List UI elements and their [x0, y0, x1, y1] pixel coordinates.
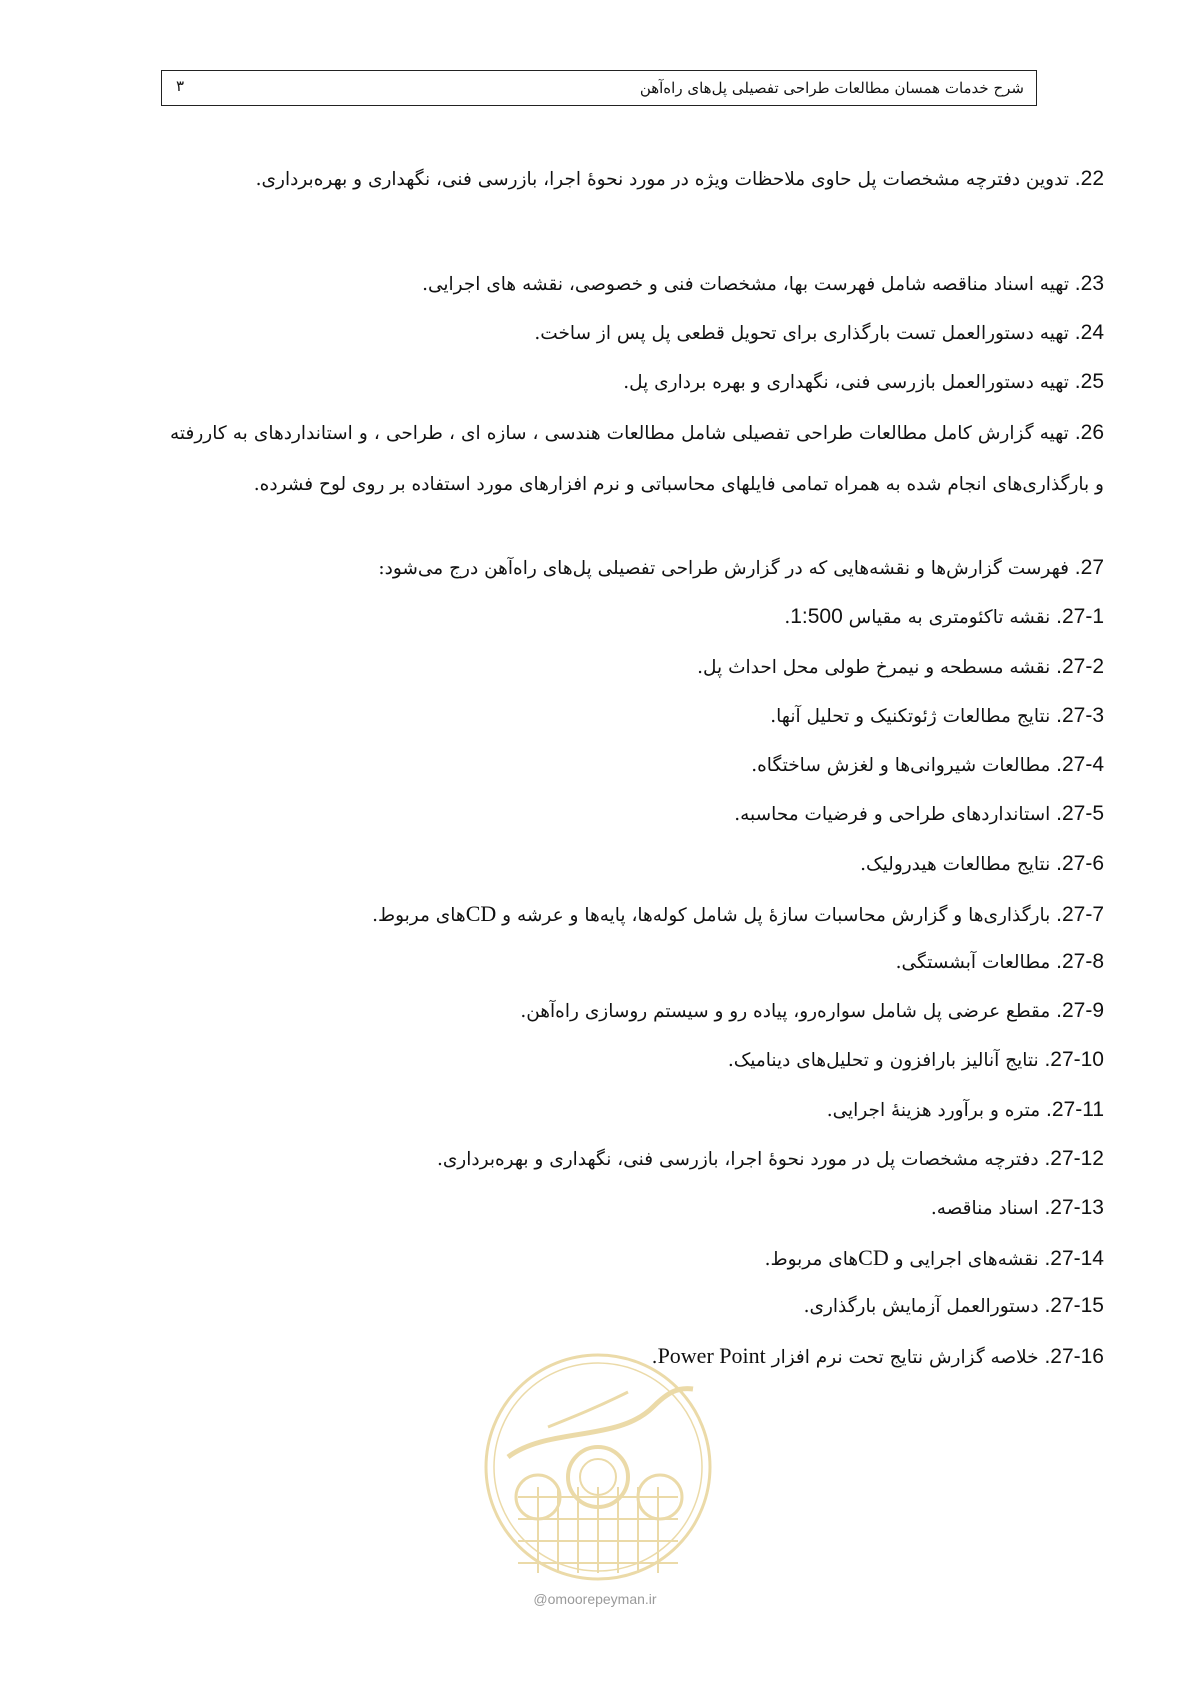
item-number: 22 — [1080, 167, 1104, 190]
item-number: 27-13 — [1050, 1196, 1104, 1219]
item-number: 27-9 — [1061, 999, 1104, 1022]
sub-item-27-14: 27-14. نقشه‌های اجرایی و CDهای مربوط. — [764, 1245, 1104, 1270]
sub-item-27-9: 27-9. مقطع عرضی پل شامل سواره‌رو، پیاده رو و سیستم روسازی راه‌آهن. — [520, 999, 1104, 1022]
item-number: 27-4 — [1061, 753, 1104, 776]
item-text: نتایج آنالیز بارافزون و تحلیل‌های دینامیک. — [727, 1050, 1039, 1071]
item-text: تهیه اسناد مناقصه شامل فهرست بها، مشخصات فنی و خصوصی، نقشه های اجرایی. — [422, 274, 1069, 295]
item-text: مطالعات آبشستگی. — [895, 952, 1051, 973]
item-tail: . — [784, 607, 791, 628]
item-text: اسناد مناقصه. — [930, 1198, 1039, 1219]
sub-item-27-3: 27-3. نتایج مطالعات ژئوتکنیک و تحلیل آنها. — [770, 704, 1104, 727]
item-text: استانداردهای طراحی و فرضیات محاسبه. — [734, 804, 1051, 825]
watermark-logo — [478, 1347, 718, 1587]
item-number: 27-11 — [1051, 1098, 1104, 1121]
item-number: 27-8 — [1061, 950, 1104, 973]
sub-item-27-16: 27-16. خلاصه گزارش نتایج تحت نرم افزار Power Point. — [651, 1343, 1104, 1368]
item-text: مطالعات شیروانی‌ها و لغزش ساختگاه. — [751, 755, 1051, 776]
item-number: 24 — [1080, 321, 1104, 344]
item-tail: . — [651, 1347, 658, 1368]
sub-item-27-13: 27-13. اسناد مناقصه. — [930, 1196, 1104, 1219]
list-item-27: 27. فهرست گزارش‌ها و نقشه‌هایی که در گزارش طراحی تفصیلی پل‌های راه‌آهن درج می‌شود: — [378, 556, 1104, 579]
item-number: 26 — [1080, 421, 1105, 444]
item-number: 27-15 — [1050, 1294, 1104, 1317]
list-item-25: 25. تهیه دستورالعمل بازرسی فنی، نگهداری و بهره برداری پل. — [623, 370, 1104, 393]
item-text: نتایج مطالعات ژئوتکنیک و تحلیل آنها. — [770, 706, 1051, 727]
item-text: تهیه دستورالعمل بازرسی فنی، نگهداری و بهره برداری پل. — [623, 372, 1069, 393]
item-text: خلاصه گزارش نتایج تحت نرم افزار — [771, 1347, 1039, 1368]
item-number: 27-3 — [1061, 704, 1104, 727]
item-text: تدوین دفترچه مشخصات پل حاوی ملاحظات ویژه در مورد نحوهٔ اجرا، بازرسی فنی، نگهداری و بهره‌برداری. — [255, 169, 1069, 190]
item-number: 27-2 — [1061, 655, 1104, 678]
sub-item-27-15: 27-15. دستورالعمل آزمایش بارگذاری. — [803, 1294, 1104, 1317]
item-text: متره و برآورد هزینهٔ اجرایی. — [826, 1100, 1041, 1121]
item-text: تهیه دستورالعمل تست بارگذاری برای تحویل قطعی پل پس از ساخت. — [534, 323, 1069, 344]
item-number: 25 — [1080, 370, 1104, 393]
item-text: فهرست گزارش‌ها و نقشه‌هایی که در گزارش طراحی تفصیلی پل‌های راه‌آهن درج می‌شود: — [378, 558, 1069, 579]
item-text: بارگذاری‌ها و گزارش محاسبات سازهٔ پل شامل کوله‌ها، پایه‌ها و عرشه و — [502, 905, 1051, 926]
item-text: نقشه مسطحه و نیمرخ طولی محل احداث پل. — [697, 657, 1051, 678]
item-number: 27-14 — [1050, 1247, 1104, 1270]
item-number: 27-6 — [1061, 852, 1104, 875]
document-title: شرح خدمات همسان مطالعات طراحی تفصیلی پل‌های راه‌آهن — [639, 79, 1024, 97]
sub-item-27-10: 27-10. نتایج آنالیز بارافزون و تحلیل‌های دینامیک. — [727, 1048, 1104, 1071]
item-number: 27-5 — [1061, 802, 1104, 825]
item-number: 27-10 — [1050, 1048, 1104, 1071]
item-cd: CD — [858, 1245, 889, 1270]
item-software: Power Point — [657, 1343, 766, 1368]
watermark-url: @omoorepeyman.ir — [533, 1591, 657, 1607]
sub-item-27-11: 27-11. متره و برآورد هزینهٔ اجرایی. — [826, 1098, 1104, 1121]
sub-item-27-6: 27-6. نتایج مطالعات هیدرولیک. — [860, 852, 1104, 875]
sub-item-27-7: 27-7. بارگذاری‌ها و گزارش محاسبات سازهٔ پل شامل کوله‌ها، پایه‌ها و عرشه و CDهای مربوط. — [372, 901, 1104, 926]
item-number: 27 — [1080, 556, 1104, 579]
page-header — [161, 70, 1037, 106]
list-item-22: 22. تدوین دفترچه مشخصات پل حاوی ملاحظات ویژه در مورد نحوهٔ اجرا، بازرسی فنی، نگهداری و بهره‌برداری. — [170, 153, 1104, 205]
sub-item-27-4: 27-4. مطالعات شیروانی‌ها و لغزش ساختگاه. — [751, 753, 1104, 776]
sub-item-27-2: 27-2. نقشه مسطحه و نیمرخ طولی محل احداث پل. — [697, 655, 1104, 678]
item-number: 27-7 — [1061, 903, 1104, 926]
list-item-23: 23. تهیه اسناد مناقصه شامل فهرست بها، مشخصات فنی و خصوصی، نقشه های اجرایی. — [422, 272, 1104, 295]
item-number: 27-16 — [1050, 1345, 1104, 1368]
item-text: نقشه تاکئومتری به مقیاس — [848, 607, 1051, 628]
item-number: 27-12 — [1050, 1147, 1104, 1170]
sub-item-27-12: 27-12. دفترچه مشخصات پل در مورد نحوهٔ اجرا، بازرسی فنی، نگهداری و بهره‌برداری. — [436, 1147, 1104, 1170]
item-text: نقشه‌های اجرایی و — [894, 1249, 1039, 1270]
list-item-26: 26. تهیه گزارش کامل مطالعات طراحی تفصیلی شامل مطالعات هندسی ، سازه ای ، طراحی ، و استانداردهای به کاررفته و بارگذاری‌های انجام شده به همراه تمامی فایلهای محاسباتی و نرم افزارهای مورد استفاده بر روی لوح فشرده. — [170, 407, 1104, 510]
item-text: نتایج مطالعات هیدرولیک. — [860, 854, 1051, 875]
item-text: تهیه گزارش کامل مطالعات طراحی تفصیلی شامل مطالعات هندسی ، سازه ای ، طراحی ، و استانداردهای به کاررفته و بارگذاری‌های انجام شده به همراه تمامی فایلهای محاسباتی و نرم افزارهای مورد استفاده بر روی لوح فشرده. — [170, 423, 1104, 495]
list-item-24: 24. تهیه دستورالعمل تست بارگذاری برای تحویل قطعی پل پس از ساخت. — [534, 321, 1104, 344]
sub-item-27-5: 27-5. استانداردهای طراحی و فرضیات محاسبه. — [734, 802, 1104, 825]
item-cd: CD — [465, 901, 497, 926]
item-text: دستورالعمل آزمایش بارگذاری. — [803, 1296, 1039, 1317]
page-number: ۳ — [176, 77, 185, 95]
item-tail: های مربوط. — [764, 1249, 859, 1270]
item-number: 23 — [1080, 272, 1104, 295]
item-number: 27-1 — [1061, 605, 1104, 628]
sub-item-27-1: 27-1. نقشه تاکئومتری به مقیاس 1:500. — [784, 605, 1104, 628]
item-scale: 1:500 — [790, 605, 843, 628]
item-tail: های مربوط. — [372, 905, 466, 926]
item-text: مقطع عرضی پل شامل سواره‌رو، پیاده رو و سیستم روسازی راه‌آهن. — [520, 1001, 1051, 1022]
item-text: دفترچه مشخصات پل در مورد نحوهٔ اجرا، بازرسی فنی، نگهداری و بهره‌برداری. — [436, 1149, 1039, 1170]
sub-item-27-8: 27-8. مطالعات آبشستگی. — [895, 950, 1104, 973]
